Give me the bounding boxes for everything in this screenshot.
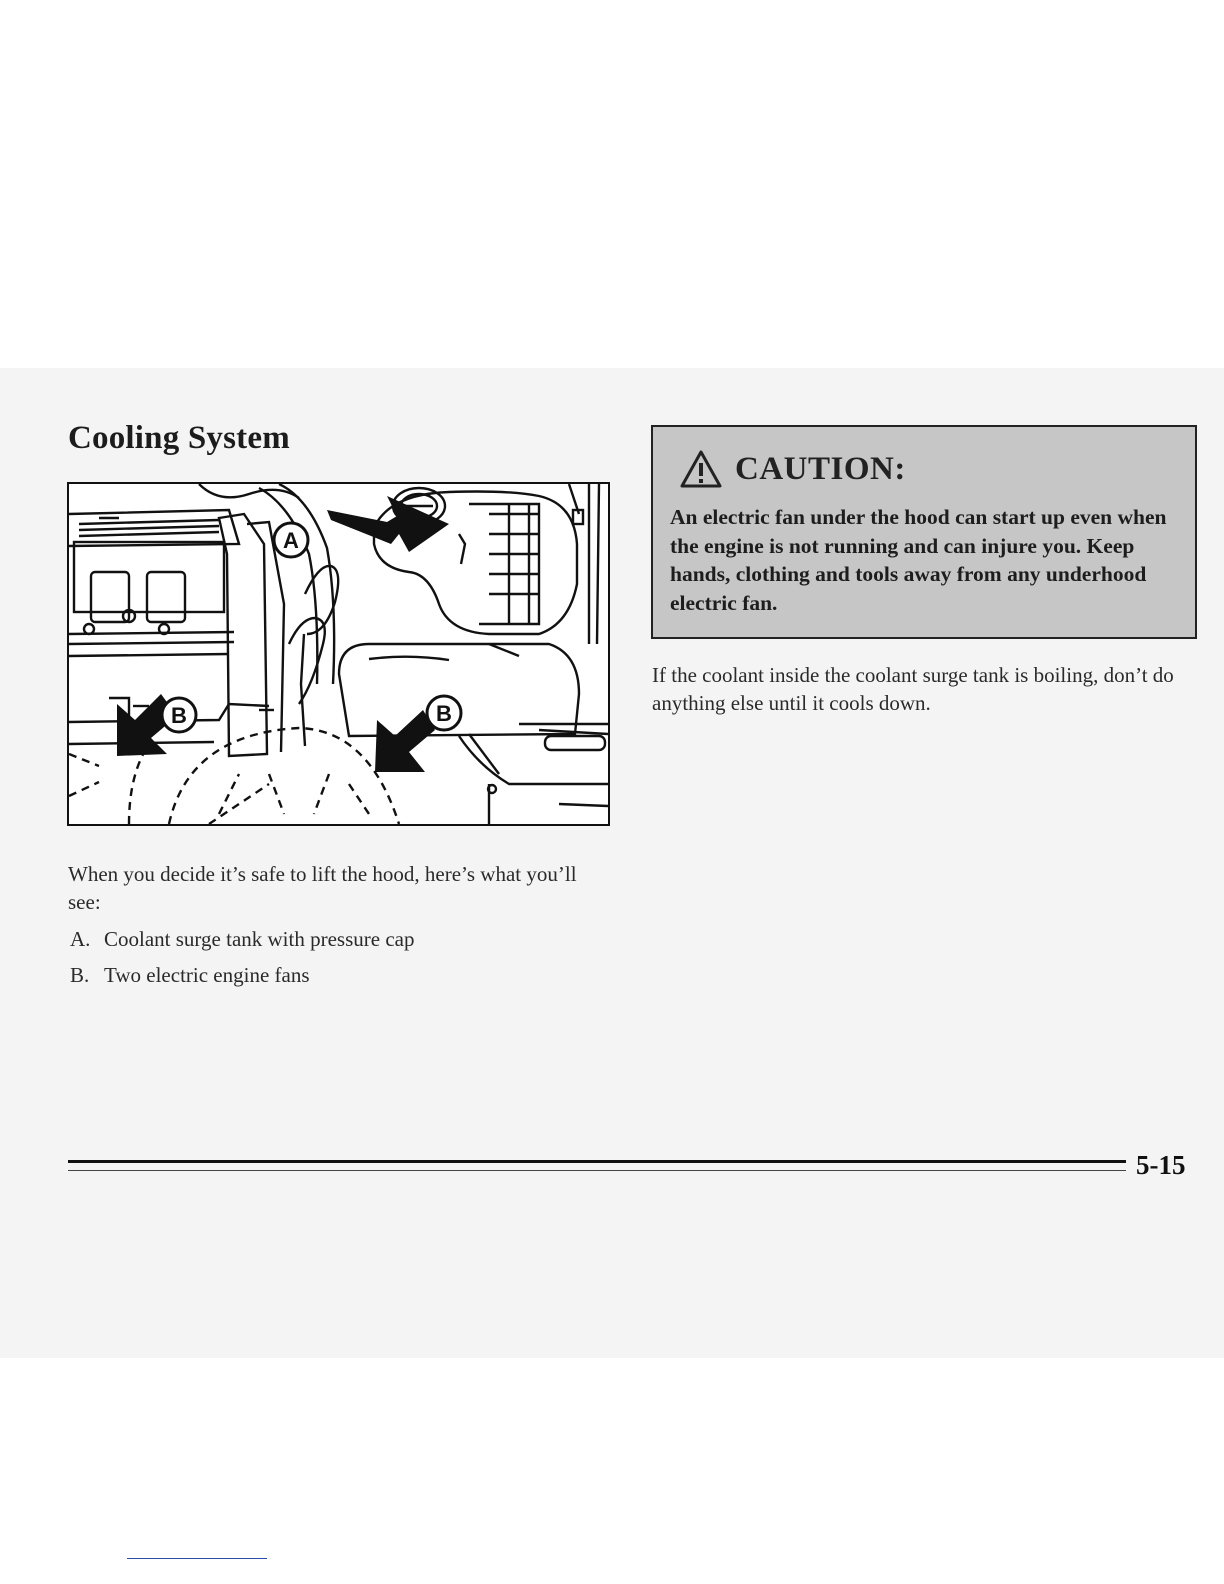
page-number: 5-15 [1136,1150,1186,1180]
engine-compartment-illustration [67,482,610,826]
caution-text: An electric fan under the hood can start up even when the engine is not running and can injure you. Keep hands, clothing and tools away from any underhood electric fan. [670,505,1167,615]
engine-diagram [69,484,608,824]
footer-rule-thin [68,1170,1126,1171]
boiling-warning-paragraph: If the coolant inside the coolant surge tank is boiling, don’t do anything else until it cools down. [652,663,1174,715]
engine-line-art [69,484,608,824]
arrow-b-right [375,710,435,772]
footer-rule-thick [68,1160,1126,1163]
caution-heading [679,449,906,489]
caution-label: CAUTION: [735,450,906,487]
arrow-a [327,496,449,552]
callout-b-left-label: B [171,703,187,728]
caution-box [651,425,1197,639]
callout-a-label: A [283,528,299,553]
list-item-b-text: Two electric engine fans [104,963,310,987]
intro-paragraph: When you decide it’s safe to lift the hood, here’s what you’ll see: [68,862,577,914]
list-item-a-text: Coolant surge tank with pressure cap [104,927,415,951]
callout-labels [162,523,461,732]
list-item-a-letter: A. [70,927,91,951]
bottom-underline [127,1558,267,1559]
list-item-b-letter: B. [70,963,90,987]
section-title: Cooling System [68,420,290,456]
list-item-a [70,926,414,954]
callout-b-right-label: B [436,701,452,726]
warning-triangle-icon [679,449,723,489]
list-item-b [70,962,310,990]
